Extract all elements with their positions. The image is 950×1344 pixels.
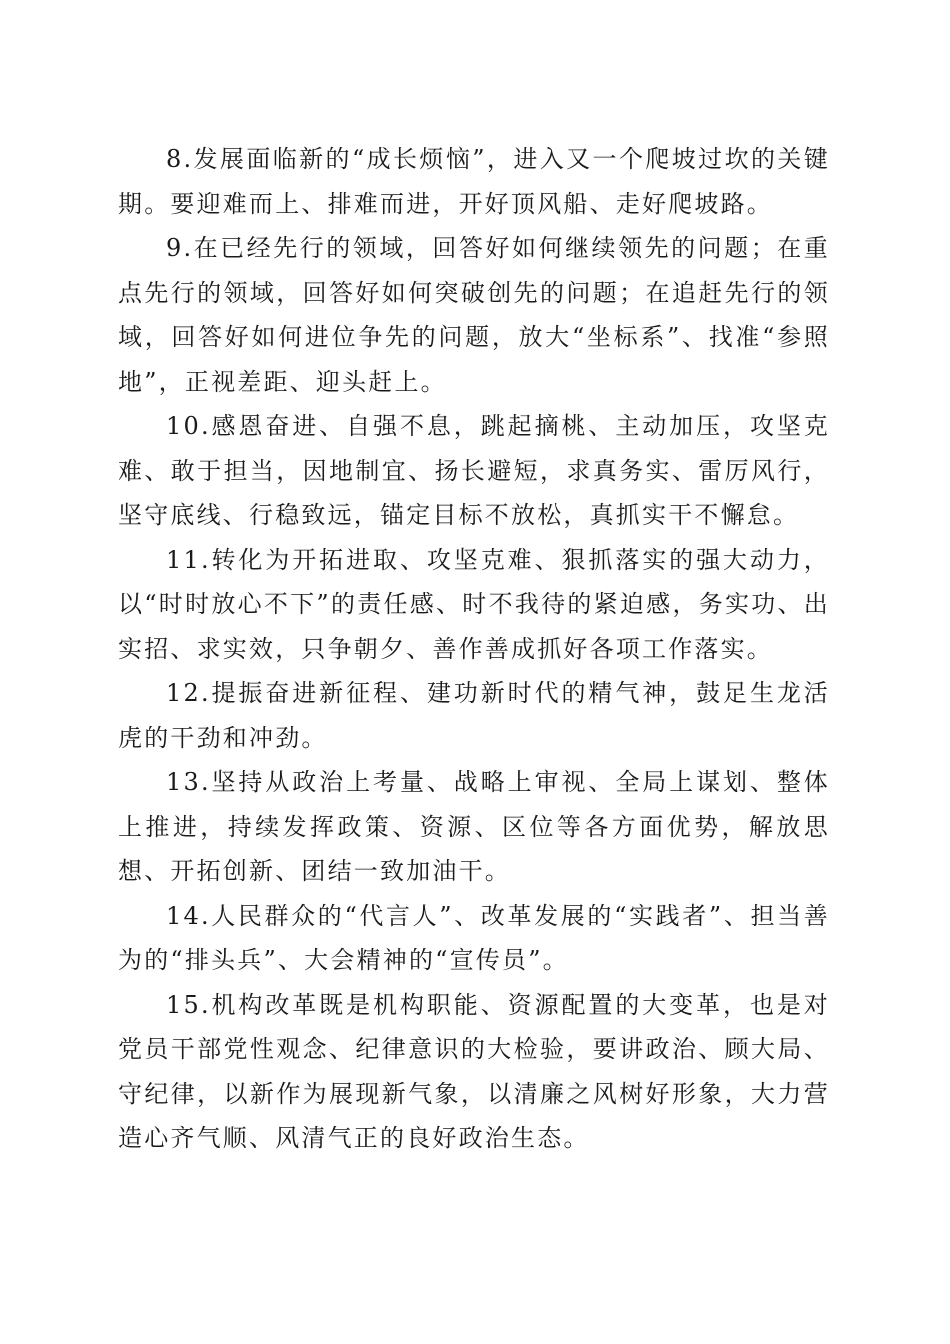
paragraph-15: 15.机构改革既是机构职能、资源配置的大变革，也是对党员干部党性观念、纪律意识的大检验，要讲政治、顾大局、守纪律，以新作为展现新气象，以清廉之风树好形象，大力营造心齐气顺、风清气正的良好政治生态。 bbox=[118, 990, 830, 1152]
paragraph-13: 13.坚持从政治上考量、战略上审视、全局上谋划、整体上推进，持续发挥政策、资源、区位等各方面优势，解放思想、开拓创新、团结一致加油干。 bbox=[118, 768, 830, 885]
paragraph-10: 10.感恩奋进、自强不息，跳起摘桃、主动加压，攻坚克难、敢于担当，因地制宜、扬长避短，求真务实、雷厉风行，坚守底线、行稳致远，锚定目标不放松，真抓实干不懈怠。 bbox=[118, 412, 830, 529]
paragraph-8: 8.发展面临新的“成长烦恼”，进入又一个爬坡过坎的关键期。要迎难而上、排难而进，开好顶风船、走好爬坡路。 bbox=[118, 145, 830, 218]
document-page bbox=[118, 137, 830, 1161]
paragraph-9: 9.在已经先行的领域，回答好如何继续领先的问题；在重点先行的领域，回答好如何突破创先的问题；在追赶先行的领域，回答好如何进位争先的问题，放大“坐标系”、找准“参照地”，正视差距、迎头赶上。 bbox=[118, 234, 830, 396]
paragraph-14: 14.人民群众的“代言人”、改革发展的“实践者”、担当善为的“排头兵”、大会精神的“宣传员”。 bbox=[118, 901, 830, 974]
paragraph-12: 12.提振奋进新征程、建功新时代的精气神，鼓足生龙活虎的干劲和冲劲。 bbox=[118, 679, 830, 752]
paragraph-11: 11.转化为开拓进取、攻坚克难、狠抓落实的强大动力，以“时时放心不下”的责任感、时不我待的紧迫感，务实功、出实招、求实效，只争朝夕、善作善成抓好各项工作落实。 bbox=[118, 545, 830, 663]
